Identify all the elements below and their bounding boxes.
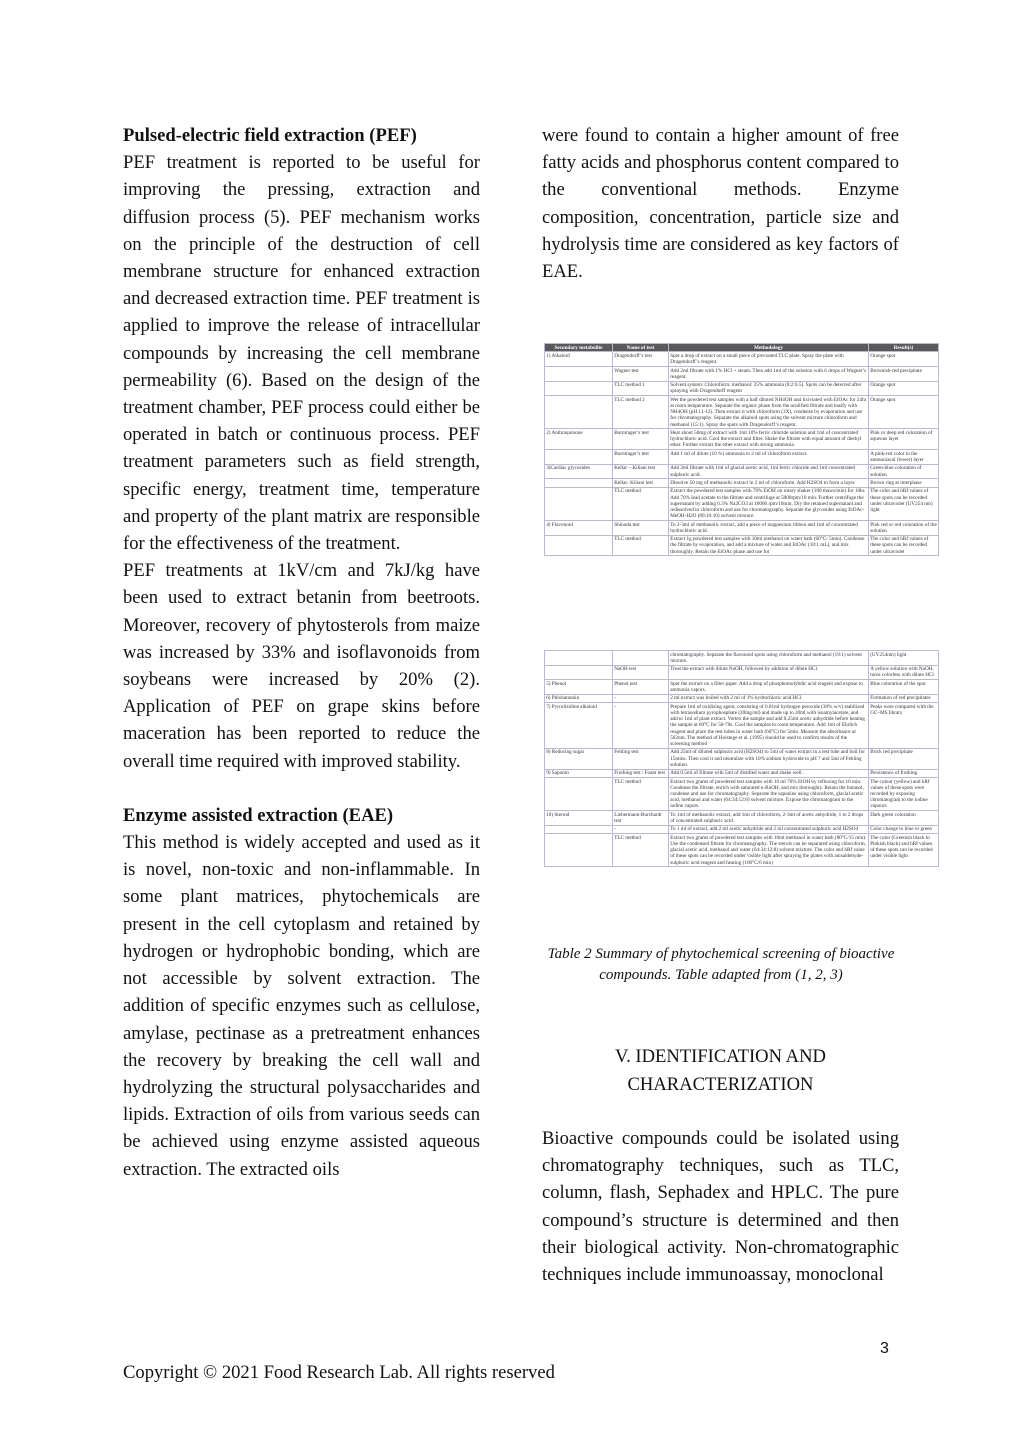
table-row	[545, 651, 939, 666]
table-row	[545, 769, 939, 777]
table-cell	[545, 834, 613, 867]
table-cell: Extract two grams of powdered test samples with 10ml methanol in water bath (80°C/15 min). Use the condensed filtrate for chromatography. The sterols can be separated using chloroform, glacial acetic acid, methanol and water (64:34:12:8) solvent mixture. The color and hRf value of these spots can be recorded under visible light after spraying the plates with anisaldehyde-sulphuric acid reagent and heating (100°C/6 min)	[669, 834, 869, 867]
table-cell: Phenol test	[613, 680, 669, 695]
table-cell: Add 2ml filtrate with 1% HCl + steam. Then add 1ml of the solution with 6 drops of Wagner’s reagent.	[669, 366, 869, 381]
table-row	[545, 450, 939, 465]
eae-heading: Enzyme assisted extraction (EAE)	[123, 804, 394, 826]
table-row	[545, 748, 939, 769]
table-row	[545, 520, 939, 535]
table-cell	[545, 487, 613, 520]
table-cell: Dark green coloration	[869, 811, 939, 826]
pef-paragraph-2: PEF treatments at 1kV/cm and 7kJ/kg have been used to extract betanin from beetroots. Moreover, recovery of phytosterols from maize was increased by 33% and isoflavonoids from soybeans were increased by 20% (2). Application of PEF on grape skins before maceration has been reported to reduce the overall time required with improved stability.	[123, 560, 480, 772]
table-cell: Orange spot	[869, 381, 939, 396]
table-cell: 4) Flavonoid	[545, 520, 613, 535]
table-cell: Treat the extract with dilute NaOH, followed by addition of dilute HCl.	[669, 665, 869, 680]
table-cell: Extract 1g powdered test samples with 10ml methanol on water bath (60°C/ 5min). Condense the filtrate by evaporation, and add a mixture of water and EtOAc (10:1 mL), and mix thoroughly. Retain the EtOAc phase and use for	[669, 535, 869, 556]
table-cell	[613, 651, 669, 666]
table-cell: Prepare 1ml of oxidizing agent, consisting of 0.01ml hydrogen peroxide (30% w/v) stabilized with tetrasodium pyrophosphate (20mg/ml) and made up to 20ml with isoamylacetate, and add to 1ml of plant extract. Vortex the sample and add 0.25ml acetic anhydride before heating the sample at 60°C for 50-70s. Cool the samples to room temperature. Add 1ml of Ehrlich reagent and place the test tubes in water bath (60°C) for 5min. Measure the absorbance at 562nm. The method of Holstege et al. (1995) should be used to confirm results of the screening method	[669, 703, 869, 749]
table-header-cell: Methodology	[669, 344, 869, 352]
table-cell: (UV254nm) light	[869, 651, 939, 666]
table-header-cell: Result(s)	[869, 344, 939, 352]
pef-paragraph-1: PEF treatment is reported to be useful for improving the pressing, extraction and diffusion process (5). PEF mechanism works on the principle of the destruction of cell membrane structure for enhanced extraction and decreased extraction time. PEF treatment is applied to improve the release of intracellular compounds by increasing the cell membrane permeability (6). Based on the design of the treatment chamber, PEF process could either be operated in batch or continuous process. PEF treatment parameters such as field strength, specific energy, treatment time, temperature and property of the plant matrix are responsible for the effectiveness of the treatment.	[123, 152, 480, 555]
table-cell: Wagner test	[613, 366, 669, 381]
table-cell: Pink or deep red coloration of aqueous layer	[869, 429, 939, 450]
table-cell: Peaks were compared with the GC–MS library	[869, 703, 939, 749]
table-cell: Heat about 50mg of extract with 1ml 10% ferric chloride solution and 1ml of concentrated hydrochloric acid. Cool the extract and filter. Shake the filtrate with equal amount of diethyl ether. Further extract the ether extract with strong ammonia.	[669, 429, 869, 450]
table-cell: A pink-red color in the ammoniacal (lower) layer	[869, 450, 939, 465]
left-column	[123, 122, 480, 1183]
table-row	[545, 703, 939, 749]
table-cell: The colour (yellow) and hRf values of these spots were recorded by exposing chromatogram to the iodine vapours	[869, 777, 939, 810]
table-row	[545, 680, 939, 695]
table-cell: Brownish-red precipitate	[869, 366, 939, 381]
table-cell: Color change to blue or green	[869, 825, 939, 833]
table-cell: chromatography. Separate the flavonoid spots using chloroform and methanol (19:1) solvent mixture.	[669, 651, 869, 666]
table-row	[545, 825, 939, 833]
table-cell: TLC method	[613, 487, 669, 520]
table-cell: A yellow solution with NaOH, turns colorless with dilute HCl	[869, 665, 939, 680]
table-cell: To 2-3ml of methanolic extract, add a piece of magnesium ribbon and 1ml of concentrated hydrochloric acid.	[669, 520, 869, 535]
table-cell: Wet the powdered test samples with a half diluted NH4OH and lixiviated with EtOAc for 24hr at room temperature. Separate the organic phase from the acidified filtrate and basify with NH4OH (pH 11-12). Then extract it with chloroform (3X), condense by evaporation and use for chromatography. Separate the alkaloid spots using the solvent mixture chloroform and methanol (15:1). Spray the spots with Dragendorff’s reagent.	[669, 396, 869, 429]
table-row	[545, 834, 939, 867]
table-cell: Shinoda test	[613, 520, 669, 535]
table-caption: Table 2 Summary of phytochemical screening of bioactive compounds. Table adapted from (1, 2, 3)	[547, 946, 895, 983]
table-cell: 2) Anthraquinone	[545, 429, 613, 450]
table-cell: Brown ring at interphase	[869, 479, 939, 487]
table-row	[545, 479, 939, 487]
table-cell: The color and hRf values of these spots can be recorded under ultraviolet (UV254 nm) light	[869, 487, 939, 520]
phytochemical-table-part-1	[544, 343, 939, 556]
table-cell: 6) Phlobatannin	[545, 694, 613, 702]
table-cell: Solvent system: Chloroform: methanol: 25% ammonia (8:2:0.5). Spots can be detected after spraying with Dragendorff reagent	[669, 381, 869, 396]
table-cell	[545, 396, 613, 429]
table-row	[545, 464, 939, 479]
table-cell: Borntrager’s test	[613, 450, 669, 465]
table-cell: Dissolve 50 mg of methanolic extract in 2 ml of chloroform. Add H2SO4 to form a layer.	[669, 479, 869, 487]
table-cell: Orange spot	[869, 396, 939, 429]
table-row	[545, 429, 939, 450]
table-cell: Formation of red precipitates	[869, 694, 939, 702]
eae-paragraph: This method is widely accepted and used as it is novel, non-toxic and non-inflammable. In some plant matrices, phytochemicals are present in the cell cytoplasm and retained by hydrogen or hydrophobic bonding, which are not accessible by solvent extraction. The addition of specific enzymes such as cellulose, amylase, pectinase as a pretreatment enhances the recovery by breaking the cell wall and hydrolyzing the structural polysaccharides and lipids. Extraction of oils from various seeds can be achieved using enzyme assisted aqueous extraction. The extracted oils	[123, 832, 480, 1180]
table-cell: To 1ml of methanolic extract, add 1ml of chloroform, 2-3ml of acetic anhydride, 1 to 2 drops of concentrated sulphuric acid.	[669, 811, 869, 826]
table-cell: 9) Saponin	[545, 769, 613, 777]
table-row	[545, 352, 939, 367]
table-cell: Spot a drop of extract on a small piece of precoated TLC plate. Spray the plate with Dragendorff’s reagent.	[669, 352, 869, 367]
table-cell: -	[613, 703, 669, 749]
table-cell: Pink red or red coloration of the solution	[870, 521, 937, 534]
copyright-footer: Copyright © 2021 Food Research Lab. All rights reserved	[123, 1362, 555, 1383]
table-cell: 3)Cardiac glycosides	[545, 464, 613, 479]
table-cell: Persistence of frothing	[869, 769, 939, 777]
table-cell	[545, 825, 613, 833]
table-cell: The color (Greenish black to Pinkish black) and hRf values of these spots can be recorded under visible light	[869, 834, 939, 867]
table-cell: Fehling test	[613, 748, 669, 769]
table-cell: TLC method	[613, 777, 669, 810]
pef-heading: Pulsed-electric field extraction (PEF)	[123, 125, 417, 146]
table-cell: 8) Reducing sugar	[545, 748, 613, 769]
table-cell	[545, 651, 613, 666]
identification-paragraph: Bioactive compounds could be isolated using chromatography techniques, such as TLC, column, flash, Sephadex and HPLC. The pure compound’s structure is determined and then their biological activity. Non-chromatographic techniques include immunoassay, monoclonal	[542, 1128, 899, 1286]
table-row	[545, 381, 939, 396]
table-cell	[545, 535, 613, 556]
table-cell: Dragendorff’s test	[613, 352, 669, 367]
table-cell: Kellar – Kiliani test	[613, 464, 669, 479]
table-row	[545, 811, 939, 826]
table-row	[545, 777, 939, 810]
table-cell: To 1 ml of extract, add 2 ml acetic anhydride and 2 ml concentrated sulphuric acid H2SO4	[669, 825, 869, 833]
table-cell: 2 ml extract was boiled with 2 ml of 1% hydrochloric acid HCl.	[669, 694, 869, 702]
table-cell: 10) Steroid	[545, 811, 613, 826]
table-cell	[545, 366, 613, 381]
table-cell: 5) Phenol	[545, 680, 613, 695]
table-cell: TLC method 2	[613, 396, 669, 429]
table-cell: Green-blue coloration of solution	[869, 464, 939, 479]
section-heading-line-2: CHARACTERIZATION	[627, 1074, 814, 1095]
table-cell: Borntrager’s test	[613, 429, 669, 450]
table-cell: Brick red precipitate	[869, 748, 939, 769]
table-row	[545, 694, 939, 702]
table-cell: 1) Alkaloid	[545, 352, 613, 367]
table-row	[545, 665, 939, 680]
table-header-cell: Name of test	[613, 344, 669, 352]
table-cell: Add 2ml filtrate with 1ml of glacial acetic acid, 1ml ferric chloride and 1ml concentrated sulphuric acid.	[669, 464, 869, 479]
section-heading-line-1: V. IDENTIFICATION AND	[615, 1046, 826, 1067]
table-cell: TLC method	[613, 535, 669, 556]
table-cell: NaOH test	[613, 665, 669, 680]
eae-continuation: were found to contain a higher amount of free fatty acids and phosphorus content compared to the conventional methods. Enzyme composition, concentration, particle size and hydrolysis time are considered as key factors of EAE.	[542, 125, 899, 283]
table-cell: -	[613, 825, 669, 833]
table-cell: Orange spot	[869, 352, 939, 367]
table-cell: Add 0.5ml of filtrate with 5ml of distilled water and shake well.	[669, 769, 869, 777]
table-cell: TLC method 1	[613, 381, 669, 396]
section-heading	[542, 1043, 899, 1099]
table-cell	[545, 450, 613, 465]
table-cell: Spot the extract on a filter paper. Add a drop of phosphomolybdic acid reagent and expose to ammonia vapors.	[669, 680, 869, 695]
table-cell	[545, 479, 613, 487]
table-cell: Extract the powdered test samples with 70% EtOH on rotary shaker (180 thaws/min) for 10hr. Add 70% lead acetate to the filtrate and centrifuge at 5000rpm/10 min. Further centrifuge the supernatant by adding 6.3% Na2CO3 at 10000 rpm/10min. Dry the retained supernatant and redissolved in chloroform and use for chromatography. Separate the glycosides using EtOAc-MeOH-H2O (80:10:10) solvent mixture.	[669, 487, 869, 520]
table-cell: Frothing test / Foam test	[613, 769, 669, 777]
table-cell: Blue coloration of the spot	[869, 680, 939, 695]
page-number: 3	[880, 1340, 889, 1357]
table-cell: 7) Pyrrolizidine alkaloid	[545, 703, 613, 749]
table-cell: The color and hRf values of these spots can be recorded under ultraviolet	[869, 535, 939, 556]
table-cell: Kellar- Kiliani test	[613, 479, 669, 487]
table-cell	[545, 665, 613, 680]
table-cell	[545, 381, 613, 396]
table-cell: Liebermann-Burchardt test	[613, 811, 669, 826]
table-row	[545, 487, 939, 520]
table-row	[545, 535, 939, 556]
table-header-cell: Secondary metabolite	[545, 344, 613, 352]
table-cell: -	[613, 694, 669, 702]
phytochemical-table-part-2	[544, 650, 939, 867]
table-cell: Add 25ml of diluted sulphuric acid (H2SO4) to 5ml of water extract in a test tube and boil for 15mins. Then cool it and neutralize with 10% sodium hydroxide to pH 7 and 5ml of Fehling solution.	[669, 748, 869, 769]
right-column-top	[542, 122, 899, 285]
table-row	[545, 396, 939, 429]
table-cell: Add 1 ml of dilute (10 %) ammonia to 2 ml of chloroform extract.	[669, 450, 869, 465]
table-cell: TLC method	[613, 834, 669, 867]
table-cell	[545, 777, 613, 810]
table-cell: Extract two grams of powdered test samples with 10 ml 70% EtOH by refluxing for 10 min. Condense the filtrate, enrich with saturated n-BuOH, and mix thoroughly. Retain the butanol, condense and use for chromatography. Separate the saponins using chloroform, glacial acetic acid, methanol and water (64:34:12:8) solvent mixture. Expose the chromatogram to the iodine vapors.	[669, 777, 869, 810]
table-row	[545, 366, 939, 381]
